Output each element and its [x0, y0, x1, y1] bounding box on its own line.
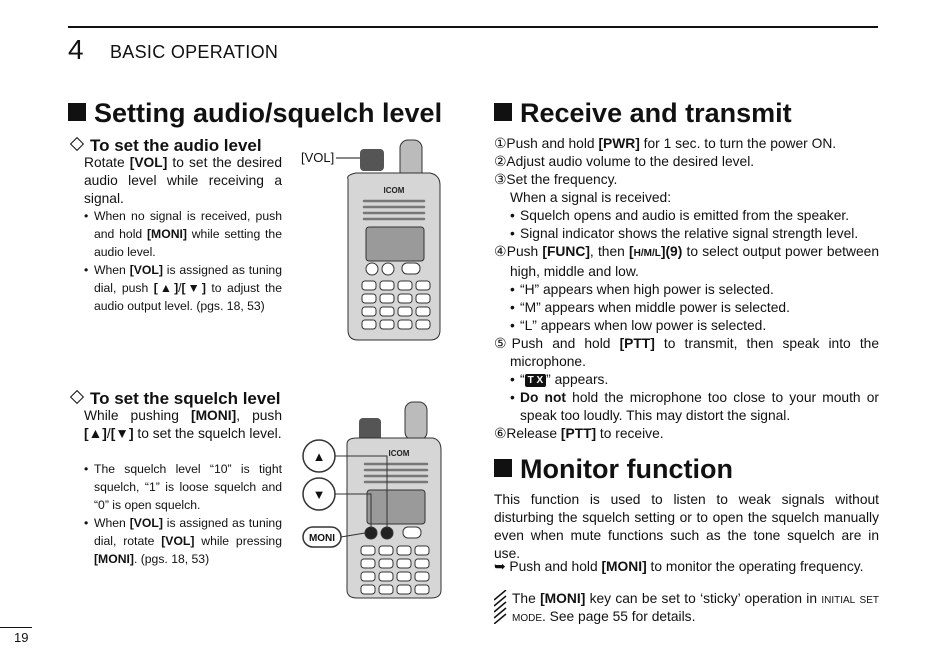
radio-illustration-top: [300, 135, 450, 345]
receive-steps: [494, 135, 879, 443]
audio-bullets: [84, 207, 282, 315]
vol-label: [VOL]: [301, 150, 335, 165]
page-number: 19: [14, 630, 29, 645]
square-bullet-icon: [494, 103, 512, 121]
step-6: ⑥Release [PTT] to receive.: [494, 426, 664, 441]
square-bullet-icon: [494, 459, 512, 477]
section-title-receive: Receive and transmit: [494, 98, 792, 129]
section-title-monitor: Monitor function: [494, 454, 733, 485]
svg-text:▼: ▼: [312, 487, 326, 502]
list-item: • When no signal is received, push and hold [MONI] while setting the audio level.: [84, 207, 282, 261]
list-item: • “H” appears when high power is selected.: [510, 281, 879, 299]
chapter-title: BASIC OPERATION: [110, 42, 279, 62]
diamond-icon: [70, 390, 84, 404]
svg-text:MONI: MONI: [308, 533, 336, 544]
monitor-instruction: ➥ Push and hold [MONI] to monitor the operating frequency.: [494, 559, 864, 574]
subheading-audio-level: To set the audio level: [68, 136, 262, 156]
step-3-bullets: [494, 207, 879, 243]
list-item: • “ T X ” appears.: [510, 371, 879, 389]
radio-illustration-bottom: [295, 400, 450, 600]
list-item: • When [VOL] is assigned as tuning dial, push [▲]/[▼] to adjust the audio output level. (pgs. 18, 53): [84, 261, 282, 315]
monitor-note: The [MONI] key can be set to ‘sticky’ operation in initial set mode. See page 55 for details.: [494, 590, 879, 626]
section-title-audio: Setting audio/squelch level: [68, 98, 442, 129]
monitor-paragraph: This function is used to listen to weak signals without disturbing the squelch setting or to open the squelch manually even when mute functions such as the tone squelch are in use.: [494, 492, 879, 561]
squelch-bullets: [84, 460, 282, 568]
step-1: ①Push and hold [PWR] for 1 sec. to turn the power ON.: [494, 136, 837, 151]
step-4: ④Push [FUNC], then [H/M/L](9) to select output power between high, middle and low.: [494, 244, 879, 279]
list-item: • The squelch level “10” is tight squelch, “1” is loose squelch and “0” is open squelch.: [84, 460, 282, 514]
svg-text:ICOM: ICOM: [388, 449, 410, 458]
svg-text:ICOM: ICOM: [383, 186, 405, 195]
squelch-intro: While pushing [MONI], push [▲]/[▼] to set the squelch level.: [84, 408, 283, 441]
diamond-icon: [70, 137, 84, 151]
page-number-rule: [0, 627, 32, 628]
audio-intro: Rotate [VOL] to set the desired audio level while receiving a signal.: [84, 155, 282, 206]
chapter-number: 4: [68, 34, 84, 65]
list-item: • When [VOL] is assigned as tuning dial, rotate [VOL] while pressing [MONI]. (pgs. 18, 53): [84, 514, 282, 568]
list-item: • Do not hold the microphone too close to your mouth or speak too loudly. This may distort the signal.: [510, 389, 879, 425]
step-4-bullets: [494, 281, 879, 335]
step-3-note: When a signal is received:: [510, 190, 672, 205]
list-item: • “M” appears when middle power is selected.: [510, 299, 879, 317]
list-item: • Squelch opens and audio is emitted from the speaker.: [510, 207, 879, 225]
step-2: ②Adjust audio volume to the desired level.: [494, 154, 755, 169]
tx-icon: T X: [525, 374, 547, 387]
square-bullet-icon: [68, 103, 86, 121]
list-item: • Signal indicator shows the relative signal strength level.: [510, 225, 879, 243]
svg-text:▲: ▲: [312, 449, 326, 464]
step-3: ③Set the frequency.: [494, 172, 618, 187]
list-item: • “L” appears when low power is selected.: [510, 317, 879, 335]
subheading-squelch-level: To set the squelch level: [68, 389, 281, 409]
step-5: ⑤Push and hold [PTT] to transmit, then speak into the microphone.: [494, 336, 879, 369]
note-hatch-icon: [494, 590, 508, 624]
header-rule: [68, 26, 878, 28]
arrow-right-icon: ➥: [494, 559, 506, 574]
step-5-bullets: [494, 371, 879, 425]
